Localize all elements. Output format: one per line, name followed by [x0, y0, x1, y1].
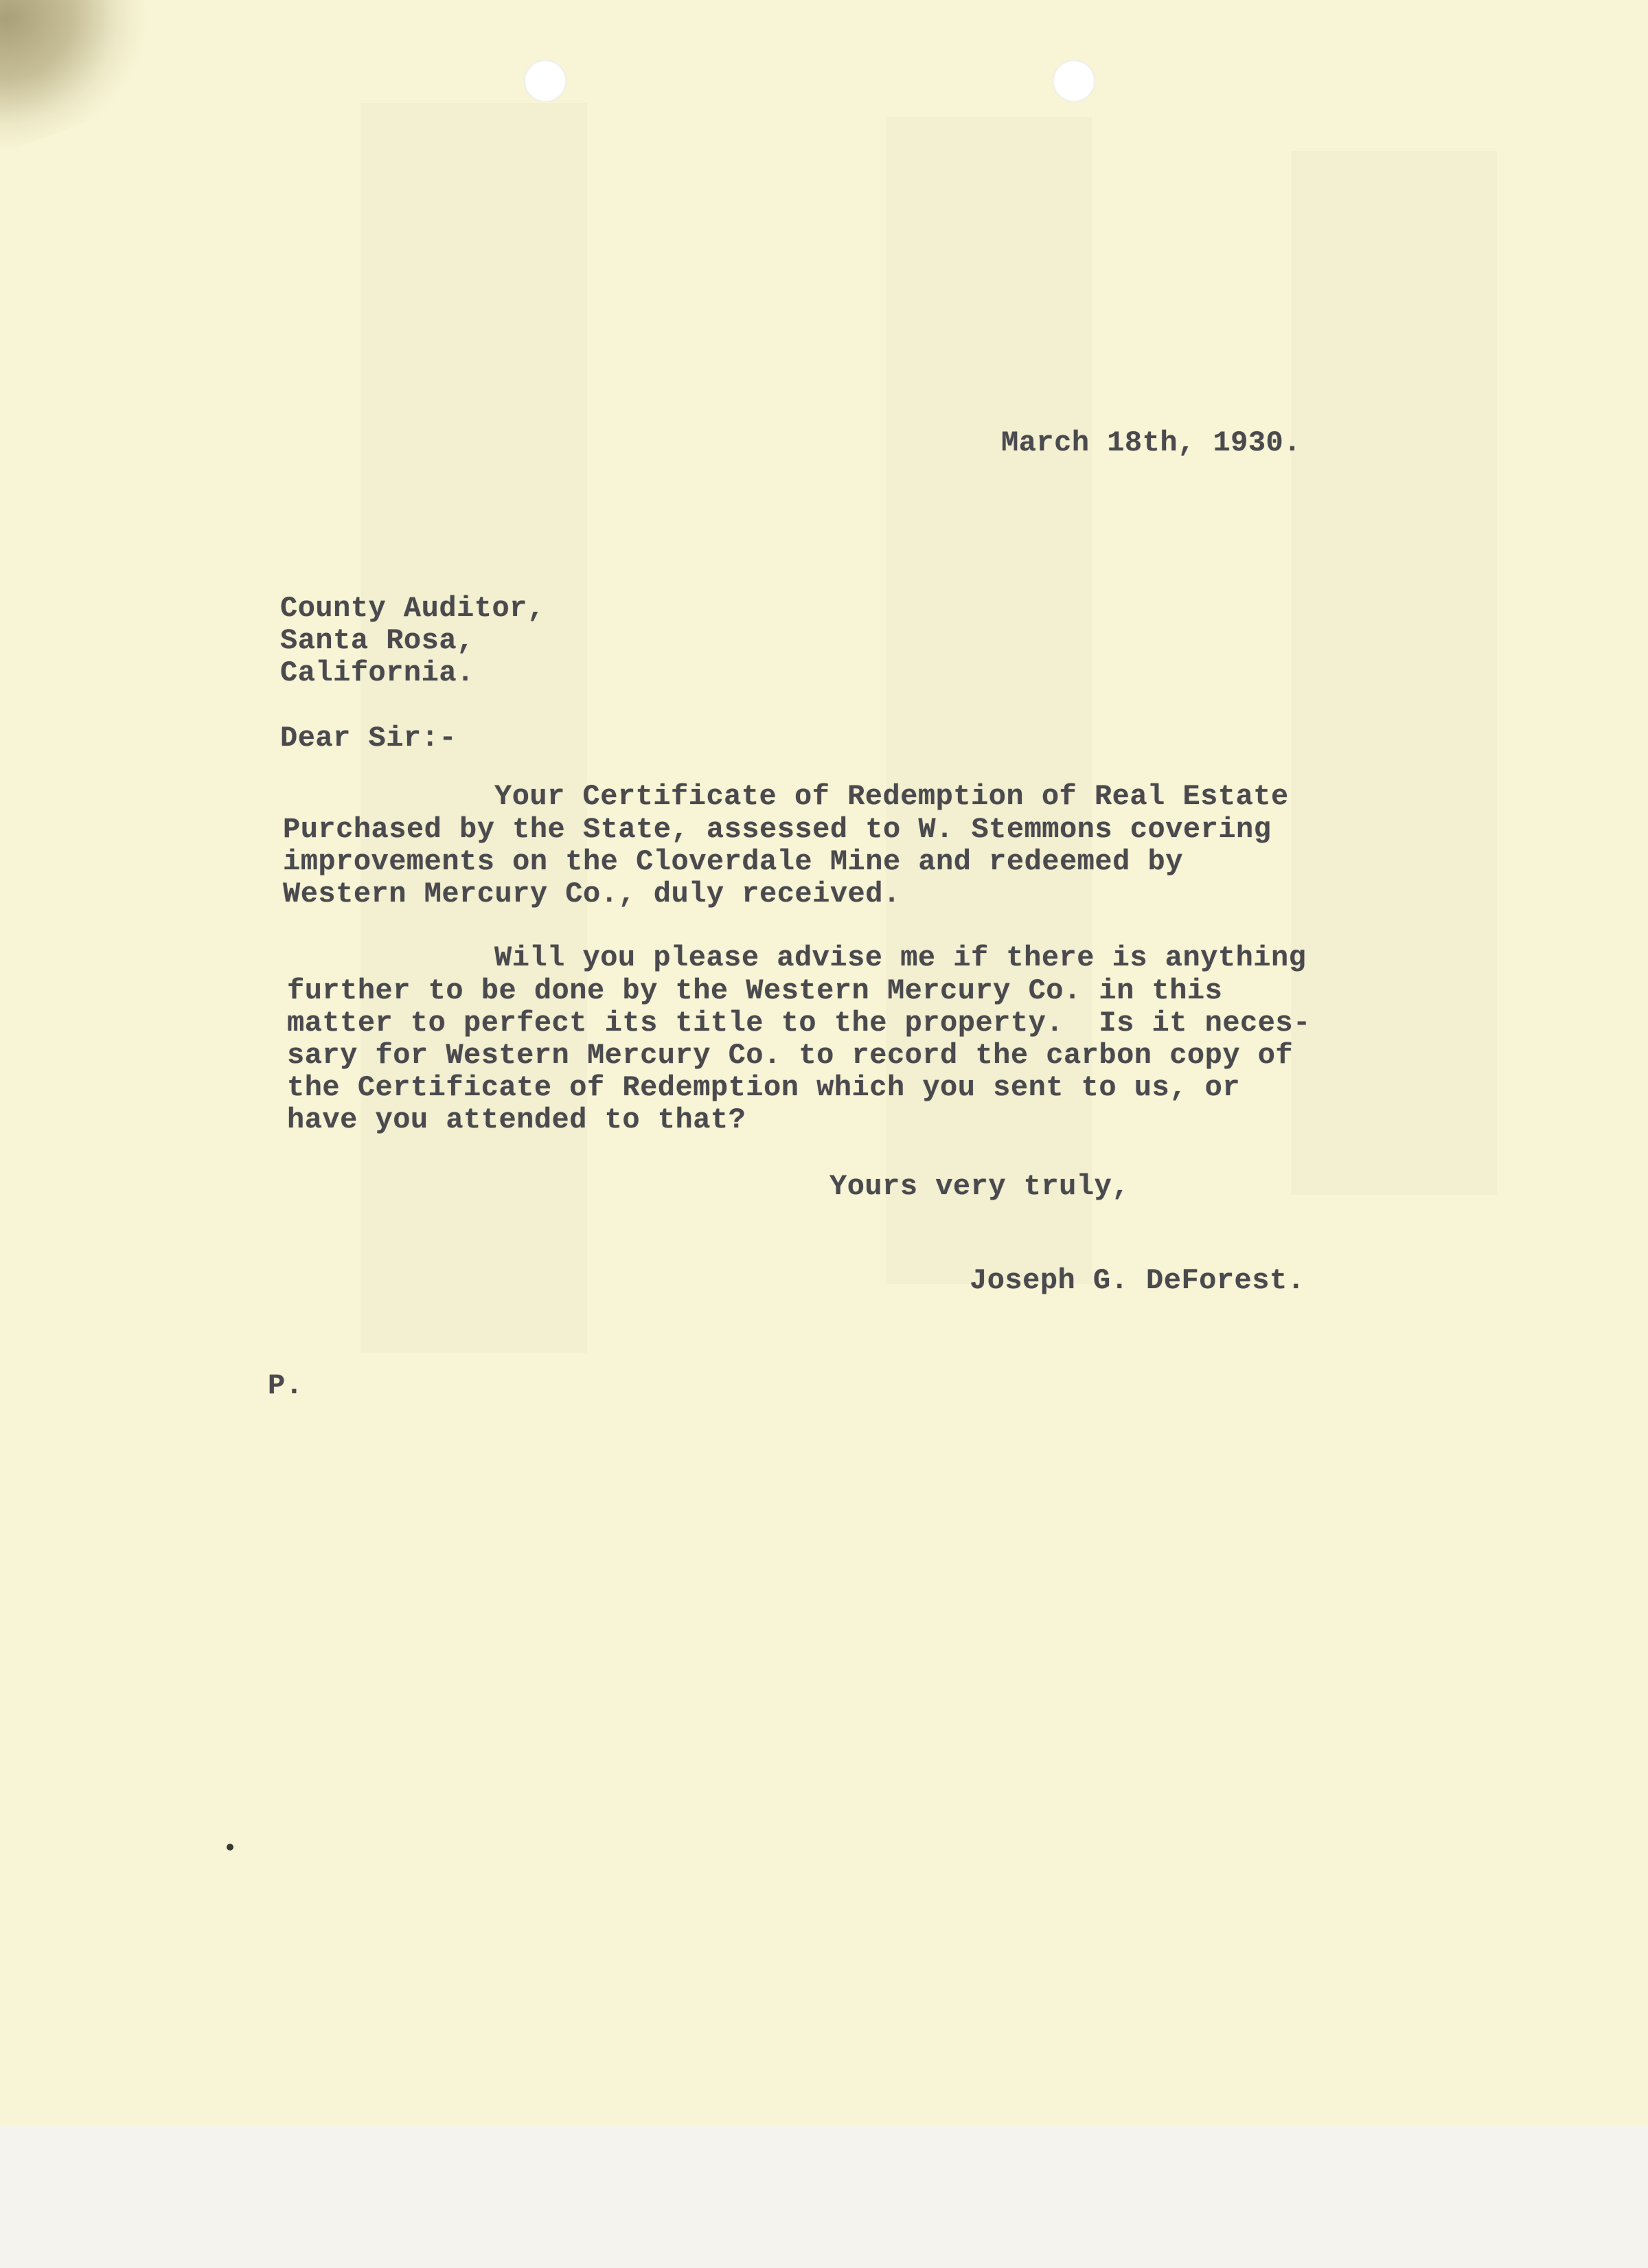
scan-margin — [0, 2125, 1648, 2268]
paragraph2-line: have you attended to that? — [287, 1103, 746, 1136]
paragraph1-line: Your Certificate of Redemption of Real Estate — [494, 780, 1289, 813]
paragraph2-line: sary for Western Mercury Co. to record the carbon copy of — [287, 1039, 1294, 1072]
bleed-through-column-right — [1291, 151, 1497, 1195]
recipient-line-1: County Auditor, — [280, 592, 545, 625]
paragraph2-line: further to be done by the Western Mercury Co. in this — [287, 974, 1223, 1007]
paragraph2-line: matter to perfect its title to the property. Is it neces- — [287, 1007, 1311, 1040]
recipient-line-2: Santa Rosa, — [280, 624, 474, 657]
ink-speck — [227, 1844, 233, 1851]
punch-hole-right — [1053, 60, 1095, 102]
letter-date: March 18th, 1930. — [1001, 426, 1301, 459]
paragraph2-line: the Certificate of Redemption which you sent to us, or — [287, 1071, 1241, 1104]
recipient-line-3: California. — [280, 656, 474, 689]
paragraph1-line: Western Mercury Co., duly received. — [283, 878, 901, 910]
closing: Yours very truly, — [829, 1170, 1130, 1203]
bleed-through-column-mid — [886, 117, 1092, 1284]
paragraph1-line: Purchased by the State, assessed to W. Stemmons covering — [283, 813, 1272, 846]
paragraph2-line: Will you please advise me if there is anything — [494, 941, 1307, 974]
signature-name: Joseph G. DeForest. — [970, 1264, 1305, 1297]
paragraph1-line: improvements on the Cloverdale Mine and redeemed by — [283, 845, 1183, 878]
punch-hole-left — [524, 60, 566, 102]
salutation: Dear Sir:- — [280, 722, 457, 755]
typist-initials: P. — [268, 1369, 304, 1402]
paper-stain — [0, 0, 175, 160]
